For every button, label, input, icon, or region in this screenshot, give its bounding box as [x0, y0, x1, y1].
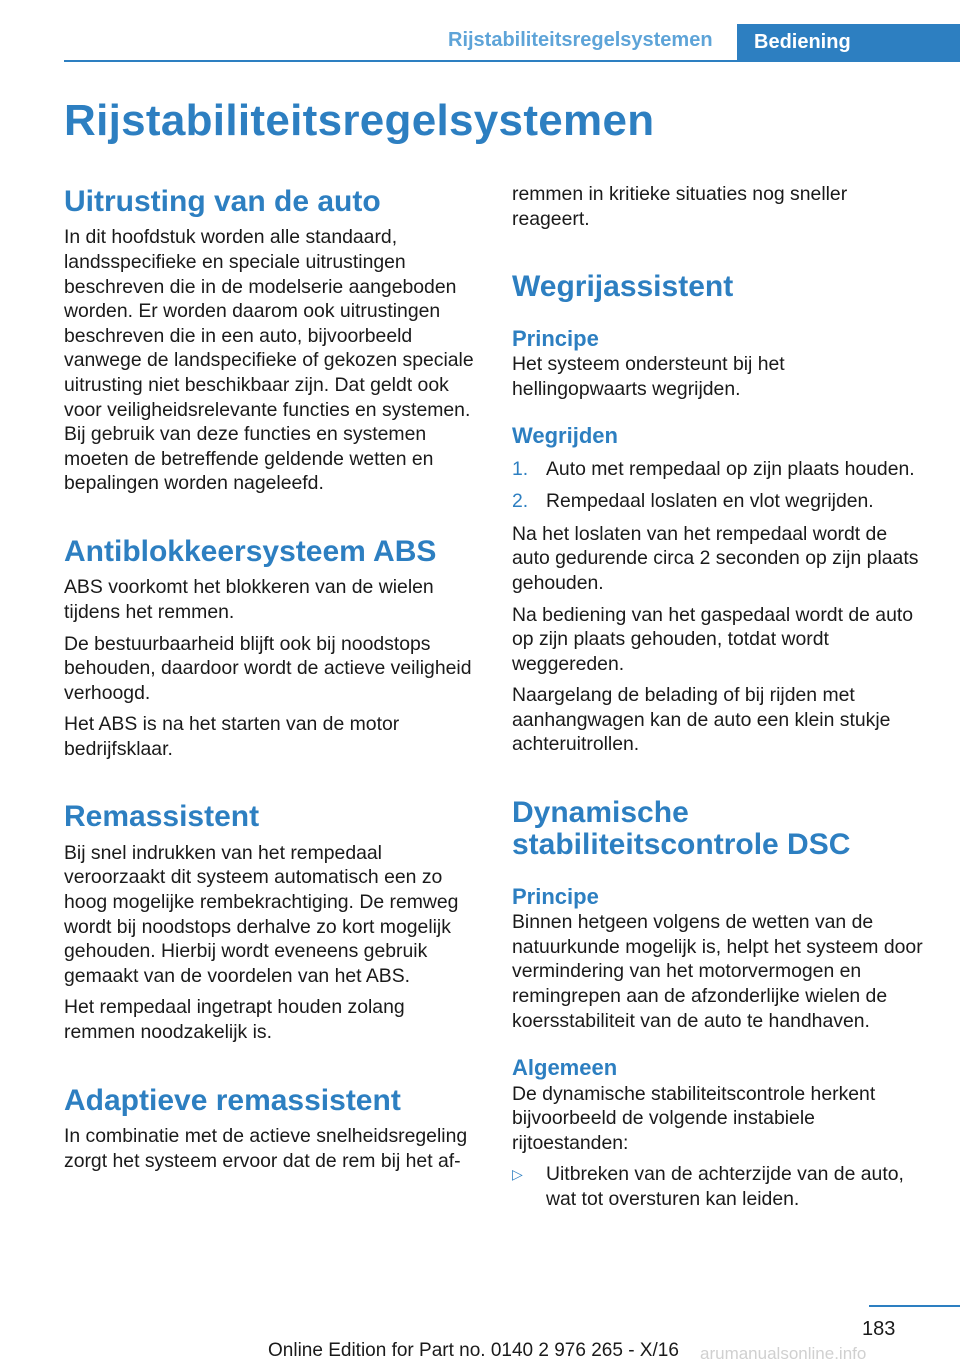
- subheading-dsc-principe: Principe: [512, 883, 599, 909]
- paragraph-wegrij-3: Naargelang de belading of bij rijden met aanhangwagen kan de auto een klein stukje achteruitrollen.: [512, 684, 891, 756]
- page-number: 183: [862, 1318, 896, 1340]
- paragraph-abs-2: De bestuurbaarheid blijft ook bij noodstops behouden, daardoor wordt de actieve veiligheid verhoogd.: [64, 632, 472, 704]
- paragraph-adaptieve-start: In combinatie met de actieve snelheidsregeling zorgt het systeem ervoor dat de rem bij het af-: [64, 1125, 468, 1172]
- step-number: 1.: [512, 457, 529, 480]
- header-chapter-tab: Bediening: [737, 24, 960, 61]
- paragraph-uitrusting: In dit hoofdstuk worden alle standaard, landsspecifieke en speciale uitrustingen beschreven die in de modelserie aangeboden worden. Er worden daarom ook uitrustingen beschreven die in een auto, bijvoorbeeld vanwege de landspecifieke of gekozen speciale uitrusting niet beschikbaar zijn. Dat geldt ook voor veiligheidsrelevante functies en systemen. Bij gebruik van deze functies en systemen moeten de betreffende geldende wetten en bepalingen worden nageleefd.: [64, 226, 474, 495]
- subheading-dsc-algemeen: Algemeen: [512, 1055, 618, 1081]
- step-item: [512, 489, 924, 514]
- heading-adaptieve-remassistent: Adaptieve remassistent: [64, 1083, 401, 1117]
- dsc-bullet-list: [512, 1162, 924, 1211]
- subheading-wegrijden: Wegrijden: [512, 423, 618, 449]
- watermark: arumanualsonline.info: [700, 1344, 867, 1363]
- bullet-item: [512, 1162, 924, 1211]
- left-column: [64, 186, 480, 1173]
- subheading-wegrij-principe: Principe: [512, 325, 599, 351]
- triangle-bullet-icon: ▷: [512, 1166, 523, 1183]
- heading-dsc: Dynamische stabiliteitscontrole DSC: [512, 796, 851, 862]
- page-title: Rijstabiliteitsregelsystemen: [64, 96, 655, 145]
- heading-remassistent: Remassistent: [64, 800, 260, 834]
- paragraph-remassistent-1: Bij snel indrukken van het rempedaal veroorzaakt dit systeem automatisch een zo hoog mogelijke rembekrachtiging. De remweg wordt bij noodstops derhalve zo kort mogelijk gehouden. Hierbij wordt eveneens gebruik gemaakt van de voordelen van het ABS.: [64, 841, 459, 987]
- paragraph-wegrij-principe: Het systeem ondersteunt bij het hellingopwaarts wegrijden.: [512, 352, 785, 400]
- step-item: [512, 457, 924, 482]
- paragraph-adaptieve-continued: remmen in kritieke situaties nog sneller reageert.: [512, 183, 848, 230]
- header-section-title: Rijstabiliteitsregelsystemen: [448, 29, 713, 51]
- step-text: Rempedaal loslaten en vlot wegrijden.: [546, 490, 874, 513]
- step-number: 2.: [512, 490, 529, 513]
- right-column: [512, 182, 924, 1220]
- paragraph-abs-1: ABS voorkomt het blokkeren van de wielen tijdens het remmen.: [64, 576, 434, 623]
- step-text: Auto met rempedaal op zijn plaats houden.: [546, 457, 915, 480]
- paragraph-abs-3: Het ABS is na het starten van de motor bedrijfsklaar.: [64, 713, 400, 760]
- paragraph-wegrij-1: Na het loslaten van het rempedaal wordt de auto gedurende circa 2 seconden op zijn plaats gehouden.: [512, 522, 919, 594]
- paragraph-remassistent-2: Het rempedaal ingetrapt houden zolang remmen noodzakelijk is.: [64, 996, 405, 1044]
- paragraph-dsc-algemeen: De dynamische stabiliteitscontrole herkent bijvoorbeeld de volgende instabiele rijtoestanden:: [512, 1082, 876, 1154]
- heading-wegrijassistent: Wegrijassistent: [512, 270, 734, 304]
- footer-rule: [869, 1305, 960, 1307]
- heading-abs: Antiblokkeersysteem ABS: [64, 534, 437, 568]
- bullet-text: Uitbreken van de achterzijde van de auto, wat tot oversturen kan leiden.: [546, 1163, 904, 1210]
- footer-edition: Online Edition for Part no. 0140 2 976 265 - X/16: [268, 1340, 679, 1361]
- heading-uitrusting: Uitrusting van de auto: [64, 185, 381, 218]
- paragraph-wegrij-2: Na bediening van het gaspedaal wordt de auto op zijn plaats gehouden, totdat wordt weggereden.: [512, 603, 914, 675]
- paragraph-dsc-principe: Binnen hetgeen volgens de wetten van de natuurkunde mogelijk is, helpt het systeem door vermindering van het motorvermogen en remingrepen aan de afzonderlijke wielen de koersstabiliteit van de auto te handhaven.: [512, 911, 923, 1032]
- wegrijden-steps: [512, 457, 924, 514]
